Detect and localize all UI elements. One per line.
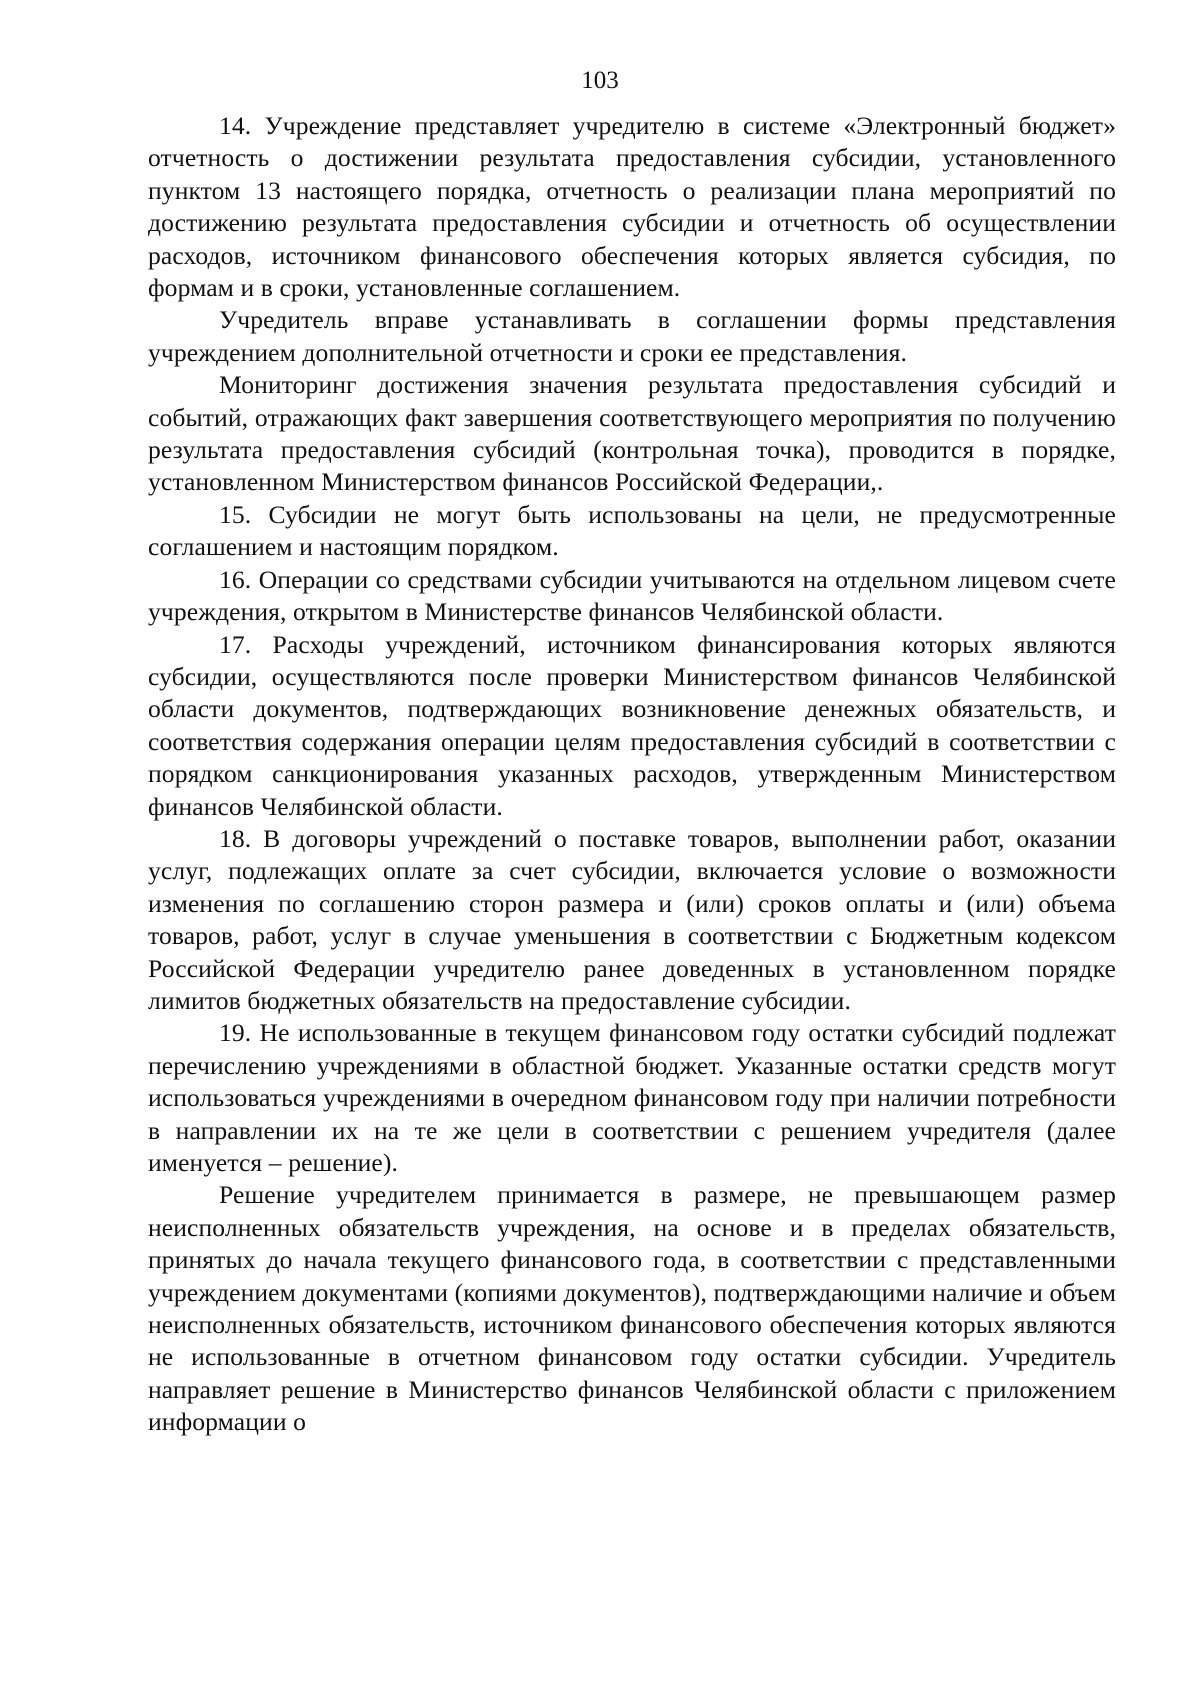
paragraph-18: 18. В договоры учреждений о поставке товаров, выполнении работ, оказании услуг, подлежащих оплате за счет субсидии, включается условие о возможности изменения по соглашению сторон размера и (или) сроков оплаты и (или) объема товаров, работ, услуг в случае уменьшения в соответствии с Бюджетным кодексом Российской Федерации учредителю ранее доведенных в установленном порядке лимитов бюджетных обязательств на предоставление субсидии.: [148, 823, 1116, 1015]
page-number: 103: [581, 67, 619, 94]
paragraph-monitoring: Мониторинг достижения значения результата предоставления субсидий и событий, отражающих факт завершения соответствующего мероприятия по получению результата предоставления субсидий (контрольная точка), проводится в порядке, установленном Министерством финансов Российской Федерации,.: [148, 370, 1116, 497]
paragraph-15: 15. Субсидии не могут быть использованы на цели, не предусмотренные соглашением и настоящим порядком.: [148, 499, 1116, 562]
paragraph-16: 16. Операции со средствами субсидии учитываются на отдельном лицевом счете учреждения, открытом в Министерстве финансов Челябинской области.: [148, 564, 1116, 627]
paragraph-19: 19. Не использованные в текущем финансовом году остатки субсидий подлежат перечислению учреждениями в областной бюджет. Указанные остатки средств могут использоваться учреждениями в очередном финансовом году при наличии потребности в направлении их на те же цели в соответствии с решением учредителя (далее именуется – решение).: [148, 1018, 1116, 1177]
document-body: [148, 110, 1116, 1439]
paragraph-14: 14. Учреждение представляет учредителю в системе «Электронный бюджет» отчетность о достижении результата предоставления субсидии, установленного пунктом 13 настоящего порядка, отчетность о реализации плана мероприятий по достижению результата предоставления субсидии и отчетность об осуществлении расходов, источником финансового обеспечения которых является субсидия, по формам и в сроки, установленные соглашением.: [148, 111, 1116, 303]
paragraph-decision: Решение учредителем принимается в размере, не превышающем размер неисполненных обязательств учреждения, на основе и в пределах обязательств, принятых до начала текущего финансового года, в соответствии с представленными учреждением документами (копиями документов), подтверждающими наличие и объем неисполненных обязательств, источником финансового обеспечения которых являются не использованные в отчетном финансовом году остатки субсидии. Учредитель направляет решение в Министерство финансов Челябинской области с приложением информации о: [148, 1180, 1116, 1437]
paragraph-founder-rights: Учредитель вправе устанавливать в соглашении формы представления учреждением дополнительной отчетности и сроки ее представления.: [148, 305, 1116, 367]
paragraph-17: 17. Расходы учреждений, источником финансирования которых являются субсидии, осуществляются после проверки Министерством финансов Челябинской области документов, подтверждающих возникновение денежных обязательств, и соответствия содержания операции целям предоставления субсидий в соответствии с порядком санкционирования указанных расходов, утвержденным Министерством финансов Челябинской области.: [148, 629, 1116, 821]
